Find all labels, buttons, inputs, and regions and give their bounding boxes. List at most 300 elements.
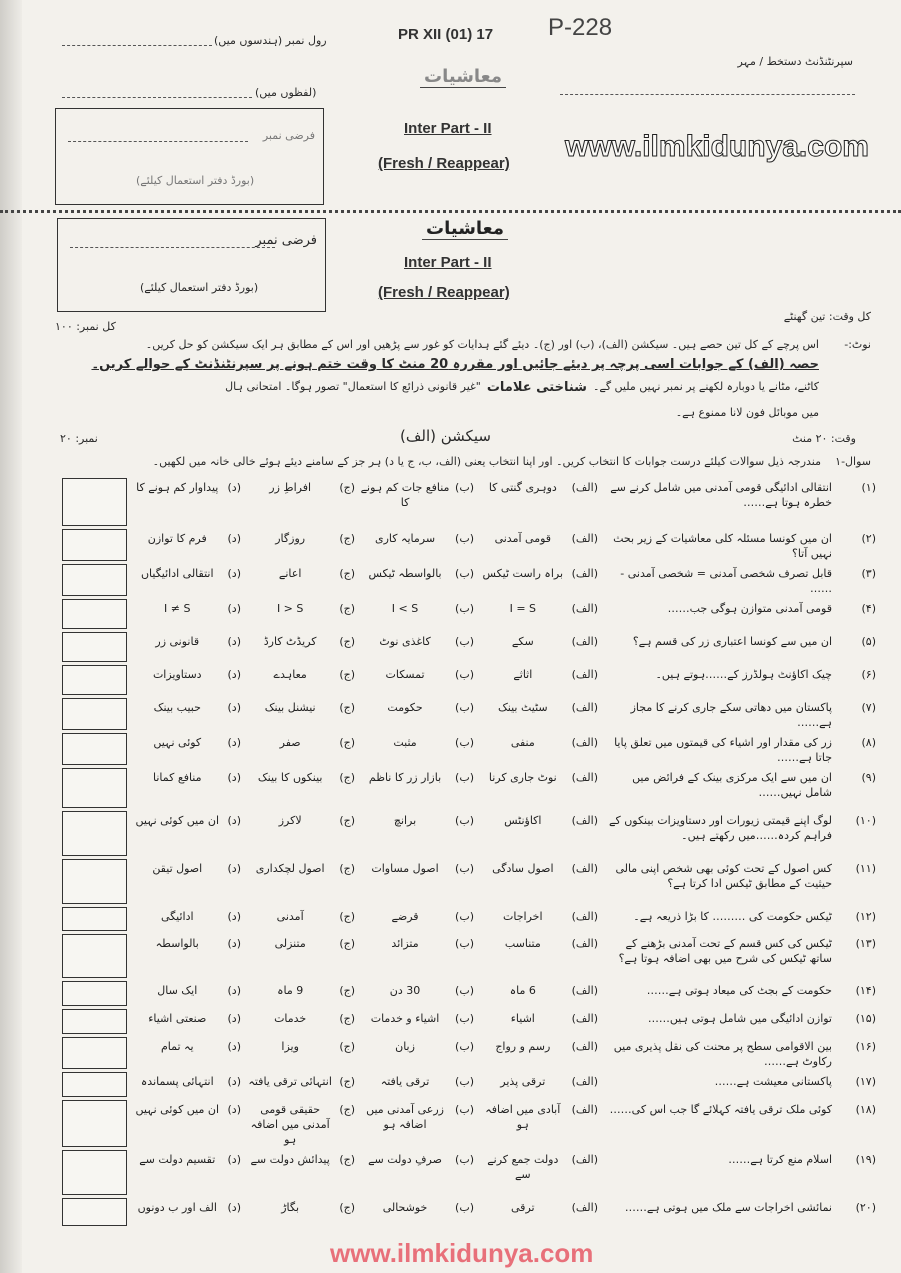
option-b (359, 698, 474, 715)
option-b (359, 1072, 474, 1089)
roll-words-line (62, 97, 252, 98)
option-label: (الف) (571, 1012, 598, 1025)
option-label: (ج) (339, 984, 355, 997)
question-row (62, 981, 876, 1006)
paper-code: PR XII (01) 17 (398, 26, 494, 43)
answer-box[interactable] (62, 733, 127, 765)
question-number: (۹) (861, 771, 876, 784)
option-c (245, 934, 355, 951)
option-text: دستاویزات (152, 668, 202, 681)
question-row (62, 811, 876, 856)
option-text: بگاڑ (281, 1201, 300, 1214)
option-label: (ب) (455, 701, 474, 714)
answer-box[interactable] (62, 907, 127, 931)
question-row (62, 934, 876, 978)
option-label: (ج) (339, 771, 355, 784)
question-number: (۱۰) (855, 814, 876, 827)
roll-words-label: (لفظوں میں) (255, 86, 317, 99)
option-a (478, 1072, 598, 1089)
question-row (62, 478, 876, 526)
question-text: قابل تصرف شخصی آمدنی = شخصی آمدنی - …… (620, 567, 832, 595)
option-label: (ب) (455, 771, 474, 784)
option-c (245, 811, 355, 828)
answer-box[interactable] (62, 981, 127, 1006)
option-d (131, 698, 241, 715)
option-label: (ب) (455, 532, 474, 545)
option-d (131, 934, 241, 951)
question-text: ان میں کونسا مسئلہ کلی معاشیات کے زیر بحث نہیں آتا؟ (613, 532, 832, 560)
option-label: (ج) (339, 736, 355, 749)
option-label: (الف) (571, 910, 598, 923)
option-c (245, 768, 355, 785)
option-text: یہ تمام (160, 1040, 194, 1053)
option-c (245, 478, 355, 495)
answer-box[interactable] (62, 564, 127, 596)
option-label: (د) (227, 532, 241, 545)
option-b (359, 599, 474, 616)
option-b (359, 981, 474, 998)
option-c (245, 665, 355, 682)
option-text: اصول تیقن (152, 862, 203, 875)
answer-box[interactable] (62, 859, 127, 904)
option-text: دوہری گنتی کا (488, 481, 557, 494)
option-text: کریڈٹ کارڈ (263, 635, 317, 648)
option-a (478, 733, 598, 750)
option-d (131, 529, 241, 546)
question-row (62, 599, 876, 629)
option-text: اشیاء و خدمات (370, 1012, 440, 1025)
option-d (131, 859, 241, 876)
question-number: (۱۸) (855, 1103, 876, 1116)
answer-box[interactable] (62, 1037, 127, 1069)
option-text: سرمایہ کاری (375, 532, 436, 545)
option-text: ویزا (281, 1040, 299, 1053)
option-a (478, 698, 598, 715)
option-text: کوئی نہیں (153, 736, 202, 749)
fictitious-no-label: فرضی نمبر (255, 233, 317, 248)
option-label: (الف) (571, 481, 598, 494)
option-label: (ج) (339, 862, 355, 875)
option-text: ادائیگی (160, 910, 194, 923)
question-text: حکومت کے بجٹ کی میعاد ہوتی ہے…… (646, 984, 832, 997)
perforation-line (0, 210, 901, 213)
option-text: معاہدے (273, 668, 307, 681)
option-text: صرفِ دولت سے (368, 1153, 442, 1166)
question-number: (۱۷) (855, 1075, 876, 1088)
option-label: (ج) (339, 1153, 355, 1166)
question-text: بین الاقوامی سطح پر محنت کی نقل پذیری میں رکاوٹ ہے…… (613, 1040, 832, 1068)
question-number: (۱) (861, 481, 876, 494)
question-number: (۱۱) (855, 862, 876, 875)
option-label: (د) (227, 862, 241, 875)
option-text: مثبت (393, 736, 417, 749)
option-c (245, 981, 355, 998)
option-text: ان میں کوئی نہیں (135, 1103, 220, 1116)
option-label: (الف) (571, 532, 598, 545)
option-c (245, 1150, 355, 1167)
option-text: بالواسطہ (155, 937, 199, 950)
question-row (62, 859, 876, 904)
option-text: اکاؤنٹس (504, 814, 542, 827)
option-d (131, 981, 241, 998)
question-text: نمائشی اخراجات سے ملک میں ہوتی ہے…… (624, 1201, 832, 1214)
answer-box[interactable] (62, 698, 127, 730)
answer-box[interactable] (62, 1072, 127, 1097)
option-a (478, 1037, 598, 1054)
option-label: (ب) (455, 1103, 474, 1116)
answer-box[interactable] (62, 529, 127, 561)
question-text: اسلام منع کرتا ہے…… (728, 1153, 832, 1166)
option-label: (د) (227, 1103, 241, 1116)
option-label: (ب) (455, 1201, 474, 1214)
option-text: اشیاء (510, 1012, 535, 1025)
option-text: متنزلی (274, 937, 306, 950)
option-text: 6 ماہ (509, 984, 536, 997)
question-number: (۱۶) (855, 1040, 876, 1053)
option-label: (ج) (339, 567, 355, 580)
question-row (62, 665, 876, 695)
option-c (245, 1009, 355, 1026)
question-row (62, 907, 876, 931)
option-c (245, 529, 355, 546)
question-row (62, 632, 876, 662)
option-label: (الف) (571, 984, 598, 997)
option-text: انتقالی ادائیگیاں (140, 567, 214, 580)
option-d (131, 632, 241, 649)
option-text: بینکوں کا بینک (257, 771, 323, 784)
question-number: (۲) (861, 532, 876, 545)
option-text: زبان (395, 1040, 415, 1053)
note-2: حصہ (الف) کے جوابات اسی پرچہ پر دیئے جائیں اور مقررہ 20 منٹ کا وقت ختم ہونے پر سپرنٹنڈنٹ کے حوالے کریں۔ (91, 357, 819, 372)
option-a (478, 478, 598, 495)
question-number: (۱۹) (855, 1153, 876, 1166)
option-text: I = S (509, 602, 537, 615)
option-label: (ب) (455, 567, 474, 580)
option-text: افراطِ زر (269, 481, 312, 494)
option-text: پیداوار کم ہونے کا (136, 481, 219, 494)
option-label: (الف) (571, 602, 598, 615)
office-box (57, 218, 326, 312)
option-text: آمدنی (276, 910, 304, 923)
option-d (131, 1150, 241, 1167)
option-b (359, 665, 474, 682)
question-number: (۶) (861, 668, 876, 681)
option-text: حقیقی قومی آمدنی میں اضافہ ہو (250, 1103, 330, 1146)
option-label: (د) (227, 937, 241, 950)
option-label: (الف) (571, 862, 598, 875)
roll-digits-line (62, 45, 212, 46)
question-text: ان میں سے ایک مرکزی بینک کے فرائض میں شامل نہیں…… (632, 771, 832, 799)
option-label: (ب) (455, 1012, 474, 1025)
option-d (131, 907, 241, 924)
option-label: (ب) (455, 1075, 474, 1088)
option-label: (د) (227, 668, 241, 681)
option-c (245, 1198, 355, 1215)
option-label: (د) (227, 1075, 241, 1088)
option-c (245, 859, 355, 876)
option-label: (ب) (455, 481, 474, 494)
option-b (359, 529, 474, 546)
option-text: منفی (510, 736, 535, 749)
option-text: نیشنل بینک (264, 701, 316, 714)
answer-box[interactable] (62, 811, 127, 856)
option-text: تقسیم دولت سے (139, 1153, 216, 1166)
question-text: ٹیکس حکومت کی ……… کا بڑا ذریعہ ہے۔ (633, 910, 832, 923)
note-3b: شناختی علامات (486, 380, 587, 395)
option-text: نوٹ جاری کرنا (488, 771, 557, 784)
option-label: (الف) (571, 1103, 598, 1116)
option-label: (ب) (455, 862, 474, 875)
option-label: (ج) (339, 814, 355, 827)
superintendent-line (560, 94, 855, 95)
subject-title: معاشیات (422, 218, 508, 240)
option-label: (الف) (571, 1040, 598, 1053)
option-text: ترقی پذیر (500, 1075, 546, 1088)
option-text: کاغذی نوٹ (379, 635, 431, 648)
option-label: (ج) (339, 1075, 355, 1088)
option-text: زرعی آمدنی میں اضافہ ہو (366, 1103, 444, 1131)
option-label: (د) (227, 910, 241, 923)
option-text: بازار زر کا ناظم (368, 771, 442, 784)
option-text: روزگار (275, 532, 306, 545)
option-text: اصول لچکداری (255, 862, 325, 875)
option-text: متزائد (391, 937, 419, 950)
question-text: کوئی ملک ترقی یافتہ کہلائے گا جب اس کی…… (609, 1103, 832, 1116)
option-label: (الف) (571, 1075, 598, 1088)
option-text: ترقی (511, 1201, 535, 1214)
option-label: (د) (227, 736, 241, 749)
option-d (131, 1037, 241, 1054)
question-row (62, 733, 876, 765)
option-label: (ج) (339, 1103, 355, 1116)
option-b (359, 859, 474, 876)
note-3c: "غیر قانونی ذرائع کا استعمال" تصور ہوگا۔ امتحانی ہال (225, 380, 481, 393)
option-b (359, 1198, 474, 1215)
upper-class: Inter Part - II (404, 120, 492, 137)
option-a (478, 811, 598, 828)
option-label: (الف) (571, 567, 598, 580)
option-label: (د) (227, 1201, 241, 1214)
answer-box[interactable] (62, 478, 127, 526)
option-d (131, 599, 241, 616)
question-row (62, 1100, 876, 1147)
question-text: زر کی مقدار اور اشیاء کی قیمتوں میں تعلق پایا جاتا ہے…… (614, 736, 832, 764)
option-label: (ج) (339, 910, 355, 923)
total-time: کل وقت: تین گھنٹے (783, 310, 871, 323)
option-text: ترقی یافتہ (380, 1075, 430, 1088)
option-label: (الف) (571, 668, 598, 681)
question-row (62, 698, 876, 730)
option-label: (ج) (339, 701, 355, 714)
question-row (62, 529, 876, 561)
question-number: (۱۳) (855, 937, 876, 950)
option-label: (ب) (455, 910, 474, 923)
note-4: میں موبائل فون لانا ممنوع ہے۔ (675, 406, 819, 419)
option-b (359, 1009, 474, 1026)
option-text: قانونی زر (155, 635, 200, 648)
option-text: I < S (391, 602, 419, 615)
option-label: (ج) (339, 937, 355, 950)
option-label: (الف) (571, 937, 598, 950)
option-text: منافع جات کم ہونے کا (360, 481, 450, 509)
option-text: 9 ماہ (277, 984, 304, 997)
exam-type: (Fresh / Reappear) (378, 284, 510, 301)
option-text: اصول مساوات (371, 862, 439, 875)
scan-edge (0, 0, 22, 1273)
question-number: (۵) (861, 635, 876, 648)
option-label: (ج) (339, 635, 355, 648)
question-row (62, 1009, 876, 1034)
option-c (245, 632, 355, 649)
option-text: بالواسطہ ٹیکس (368, 567, 442, 580)
answer-box[interactable] (62, 599, 127, 629)
answer-box[interactable] (62, 1100, 127, 1147)
option-label: (ب) (455, 635, 474, 648)
option-text: حبیب بینک (153, 701, 201, 714)
question-number: (۳) (861, 567, 876, 580)
option-text: برانچ (393, 814, 417, 827)
question-row (62, 1072, 876, 1097)
option-text: صفر (279, 736, 301, 749)
option-b (359, 632, 474, 649)
option-c (245, 698, 355, 715)
option-a (478, 981, 598, 998)
option-label: (د) (227, 984, 241, 997)
option-label: (ج) (339, 668, 355, 681)
option-label: (د) (227, 602, 241, 615)
option-text: سٹیٹ بینک (497, 701, 548, 714)
option-b (359, 1037, 474, 1054)
option-label: (ب) (455, 668, 474, 681)
option-c (245, 733, 355, 750)
total-marks: کل نمبر: ۱۰۰ (55, 320, 116, 333)
option-b (359, 907, 474, 924)
question-instruction: مندرجہ ذیل سوالات کیلئے درست جوابات کا انتخاب کریں۔ اور اپنا انتخاب یعنی (الف، ب، ج یا د) ہر جز کے سامنے دیئے ہوئے خالی خانہ میں لکھیں۔ (152, 455, 821, 468)
question-text: پاکستان میں دھاتی سکے جاری کرنے کا مجاز ہے…… (630, 701, 832, 729)
option-label: (د) (227, 1153, 241, 1166)
option-text: 30 دن (389, 984, 421, 997)
option-label: (ج) (339, 532, 355, 545)
note-3 (225, 380, 819, 395)
option-label: (د) (227, 635, 241, 648)
option-c (245, 907, 355, 924)
option-d (131, 768, 241, 785)
question-text: کس اصول کے تحت کوئی بھی شخص اپنی مالی حیثیت کے مطابق ٹیکس ادا کرتا ہے؟ (615, 862, 832, 890)
upper-board-use-label: (بورڈ دفتر استعمال کیلئے) (136, 174, 255, 187)
option-b (359, 811, 474, 828)
section-marks: نمبر: ۲۰ (60, 432, 98, 445)
option-text: صنعتی اشیاء (148, 1012, 207, 1025)
question-row (62, 1198, 876, 1226)
section-time: وقت: ۲۰ منٹ (792, 432, 856, 445)
question-text: پاکستانی معیشت ہے…… (714, 1075, 832, 1088)
note-1: اس پرچے کے کل تین حصے ہیں۔ سیکشن (الف)، (ب) اور (ج)۔ دیئے گئے ہدایات کو غور سے پڑھیں اور اس کے مطابق ہر ایک سیکشن کو حل کریں۔ (145, 338, 819, 351)
class-label: Inter Part - II (404, 254, 492, 271)
answer-box[interactable] (62, 768, 127, 808)
option-b (359, 934, 474, 951)
option-a (478, 907, 598, 924)
option-text: رسم و رواج (495, 1040, 551, 1053)
option-d (131, 1198, 241, 1215)
option-text: تمسکات (385, 668, 425, 681)
upper-fictitious-label: فرضی نمبر (262, 129, 315, 142)
option-text: I ≠ S (164, 602, 191, 615)
option-text: اثاثے (513, 668, 533, 681)
question-text: چیک اکاؤنٹ ہولڈرز کے……ہوتے ہیں۔ (655, 668, 832, 681)
option-b (359, 733, 474, 750)
option-label: (ب) (455, 1040, 474, 1053)
option-text: اصول سادگی (492, 862, 554, 875)
option-text: پیدائش دولت سے (250, 1153, 330, 1166)
option-text: متناسب (504, 937, 541, 950)
question-number: (۸) (861, 736, 876, 749)
question-text: ان میں سے کونسا اعتباری زر کی قسم ہے؟ (632, 635, 832, 648)
option-c (245, 1072, 355, 1089)
option-text: ان میں کوئی نہیں (135, 814, 220, 827)
option-label: (ج) (339, 481, 355, 494)
question-row (62, 1037, 876, 1069)
upper-exam-type: (Fresh / Reappear) (378, 155, 510, 172)
question-row (62, 768, 876, 808)
answer-box[interactable] (62, 1150, 127, 1195)
roll-digits-label: رول نمبر (ہندسوں میں) (214, 34, 327, 47)
answer-box[interactable] (62, 1198, 127, 1226)
option-c (245, 1100, 355, 1147)
option-text: خوشحالی (382, 1201, 428, 1214)
option-label: (ب) (455, 814, 474, 827)
option-b (359, 1100, 474, 1132)
upper-office-box (55, 108, 324, 205)
option-label: (الف) (571, 736, 598, 749)
question-text: لوگ اپنے قیمتی زیورات اور دستاویزات بینکوں کے فراہم کردہ……میں رکھتے ہیں۔ (609, 814, 832, 842)
option-label: (ب) (455, 602, 474, 615)
watermark-outline-text: www.ilmkidunya.com (565, 130, 869, 163)
answer-box[interactable] (62, 665, 127, 695)
option-label: (الف) (571, 701, 598, 714)
option-text: سکے (511, 635, 534, 648)
option-text: فرم کا توازن (147, 532, 207, 545)
option-a (478, 859, 598, 876)
option-text: ایک سال (157, 984, 198, 997)
option-d (131, 811, 241, 828)
handwritten-code: P-228 (548, 14, 613, 41)
option-text: حکومت (387, 701, 423, 714)
question-row (62, 1150, 876, 1195)
upper-subject: معاشیات (420, 66, 506, 88)
answer-box[interactable] (62, 1009, 127, 1034)
option-d (131, 733, 241, 750)
option-c (245, 564, 355, 581)
option-label: (ج) (339, 602, 355, 615)
option-d (131, 1072, 241, 1089)
option-text: خدمات (274, 1012, 307, 1025)
option-b (359, 478, 474, 510)
section-title: سیکشن (الف) (400, 427, 491, 445)
answer-box[interactable] (62, 934, 127, 978)
option-b (359, 1150, 474, 1167)
note-3a: کاٹنے، مٹانے یا دوبارہ لکھنے پر نمبر نہیں ملیں گے۔ (592, 380, 819, 393)
question-number: (۴) (861, 602, 876, 615)
option-label: (د) (227, 567, 241, 580)
answer-box[interactable] (62, 632, 127, 662)
option-a (478, 1150, 598, 1182)
watermark-red-text: www.ilmkidunya.com (330, 1238, 594, 1268)
question-number: (۱۴) (855, 984, 876, 997)
option-label: (الف) (571, 1201, 598, 1214)
option-a (478, 1198, 598, 1215)
question-label: سوال-۱ (835, 455, 871, 468)
option-d (131, 564, 241, 581)
